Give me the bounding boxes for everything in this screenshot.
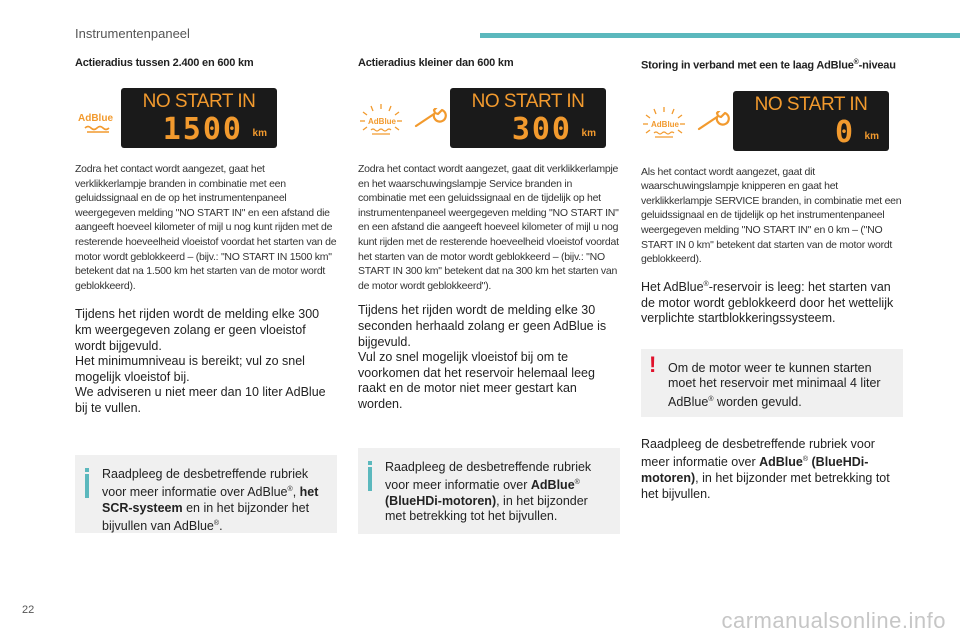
column-range-below-600 (358, 56, 620, 534)
display-no-start-text: NO START IN (142, 91, 256, 112)
display-km-unit: km (252, 128, 267, 139)
reference-text: Raadpleeg de desbetreffende rubriek voor meer informatie over AdBlue® (BlueHDi-motoren), in het bijzonder met betrekking tot het bijvullen. (641, 436, 890, 501)
display-no-start-text: NO START IN (471, 91, 585, 112)
empty-reservoir-text: Het AdBlue®-reservoir is leeg: het starten van de motor wordt geblokkeerd door het wettelijk verplichte startblokkeringssysteem. (641, 279, 894, 326)
instrument-panel-illustration (358, 88, 620, 150)
adblue-lamp-label: AdBlue (651, 119, 679, 129)
dashboard-display (733, 91, 889, 151)
minimum-level-text: Het minimumniveau is bereikt; vul zo snel mogelijk vloeistof bij. (75, 354, 305, 384)
scr-link-text: het SCR-systeem (102, 485, 319, 515)
dashboard-display (450, 88, 606, 148)
warning-box-refill: ! Om de motor weer te kunnen starten moet het reservoir met minimaal 4 liter AdBlue® worden gevuld. (641, 349, 903, 417)
section-title: Actieradius kleiner dan 600 km (358, 57, 514, 69)
service-wrench-icon (697, 111, 733, 133)
refill-advice-text: We adviseren u niet meer dan 10 liter AdBlue bij te vullen. (75, 385, 326, 415)
adblue-lamp-icon (75, 102, 121, 138)
refill-warning-text: Vul zo snel mogelijk vloeistof bij om te voorkomen dat het reservoir helemaal leeg raakt en de motor niet meer gestart kan worden. (358, 350, 595, 411)
dashboard-display (121, 88, 277, 148)
info-box-scr: Raadpleeg de desbetreffende rubriek voor meer informatie over AdBlue®, het SCR-systeem en in het bijzonder het bijvullen van AdBlue®. (75, 455, 337, 533)
service-wrench-icon (414, 108, 450, 130)
page-number: 22 (22, 604, 35, 616)
display-km-value: 1500 (162, 112, 243, 147)
info-icon (85, 468, 89, 498)
driving-message-text: Tijdens het rijden wordt de melding elke 300 km weergegeven zolang er geen vloeistof wordt bijgevuld. (75, 307, 320, 353)
driving-message-text: Tijdens het rijden wordt de melding elke 30 seconden herhaald zolang er geen AdBlue is bijgevuld. (358, 303, 607, 349)
display-no-start-text: NO START IN (754, 93, 868, 115)
ignition-description: Zodra het contact wordt aangezet, gaat dit verklikkerlampje en het waarschuwingslampje Service branden in combinatie met een geluidssignaal en de tijdelijk op het instrumentenpaneel weergegeven melding "NO START IN" en een afstand die aangeeft hoeveel kilometer of mijl u nog kunt rijden met de resterende hoeveelheid vloeistof voordat het starten van de motor wordt geblokkeerd – (bijv.: "NO START IN 300 km" betekent dat na 300 km het starten van de motor wordt geblokkeerd"). (358, 163, 619, 292)
display-km-value: 0 (834, 114, 855, 150)
instrument-panel-illustration (75, 88, 337, 150)
section-title: Storing in verband met een te laag AdBlue®-niveau (641, 59, 896, 72)
display-km-value: 300 (511, 112, 572, 147)
column-range-2400-600 (75, 56, 337, 533)
adblue-warning-lamp-icon (641, 105, 687, 141)
column-low-level-fault (641, 56, 903, 502)
warning-exclamation-icon: ! (649, 351, 657, 377)
watermark-text: carmanualsonline.info (721, 608, 946, 633)
ignition-description: Zodra het contact wordt aangezet, gaat het verklikkerlampje branden in combinatie met een geluidssignaal en de op het instrumentenpaneel weergegeven melding "NO START IN" en een afstand die aangeeft hoeveel kilometer of mijl u nog kunt rijden met de resterende hoeveelheid vloeistof voordat het starten van de motor wordt geblokkeerd – (bijv.: "NO START IN 1500 km" betekent dat na 1.500 km het starten van de motor wordt geblokkeerd). (75, 163, 337, 292)
display-km-unit: km (581, 128, 596, 139)
adblue-lamp-label: AdBlue (368, 117, 396, 126)
section-title: Actieradius tussen 2.400 en 600 km (75, 57, 254, 69)
info-box-bluehdi: Raadpleeg de desbetreffende rubriek voor meer informatie over AdBlue® (BlueHDi-motoren), in het bijzonder met betrekking tot het bijvullen. (358, 448, 620, 534)
display-km-unit: km (864, 130, 879, 142)
ignition-description: Als het contact wordt aangezet, gaat dit waarschuwingslampje knipperen en gaat het verklikkerlampje SERVICE branden, in combinatie met een geluidssignaal en de tijdelijk op het instrumentenpaneel weergegeven melding "NO START IN" en 0 km – ("NO START IN 0 km" betekent dat starten van de motor wordt geblokkeerd). (641, 165, 902, 266)
adblue-lamp-label: AdBlue (78, 113, 113, 124)
header-accent-bar (480, 33, 960, 38)
adblue-warning-lamp-icon (358, 102, 404, 138)
page-header-title: Instrumentenpaneel (75, 26, 190, 41)
info-icon (368, 461, 372, 491)
instrument-panel-illustration (641, 91, 903, 153)
